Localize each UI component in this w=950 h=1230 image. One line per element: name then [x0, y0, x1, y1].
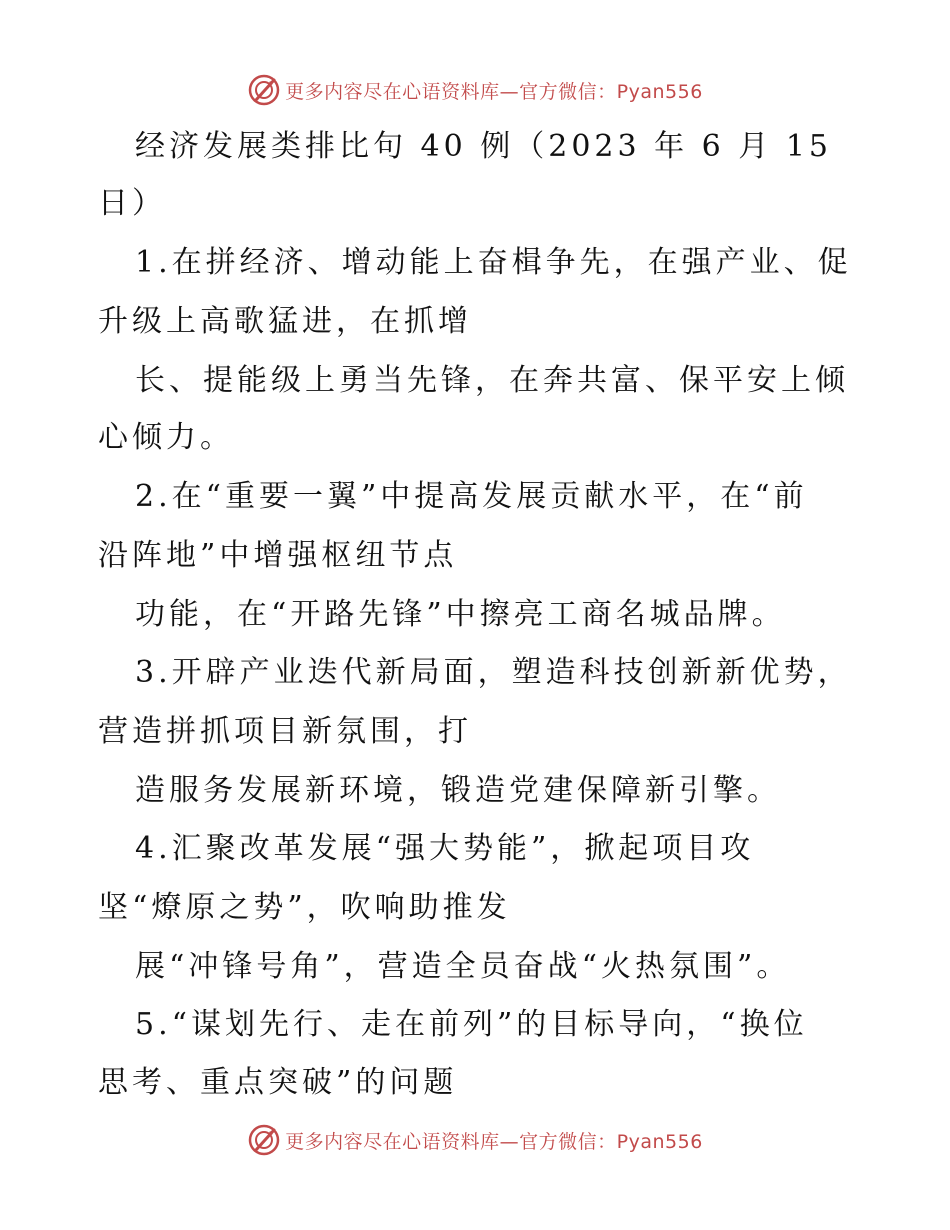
header-watermark — [0, 70, 950, 110]
text-line: 坚“燎原之势”，吹响助推发 — [98, 890, 511, 925]
text-line: 心倾力。 — [98, 420, 234, 455]
brand-logo-icon — [247, 1123, 281, 1157]
text-line: 营造拼抓项目新氛围，打 — [98, 714, 472, 749]
watermark-text: 更多内容尽在心语资料库—官方微信：Pyan556 — [285, 80, 703, 103]
text-line: 造服务发展新环境，锻造党建保障新引擎。 — [135, 773, 781, 808]
text-line: 长、提能级上勇当先锋，在奔共富、保平安上倾 — [135, 363, 849, 398]
text-line: 展“冲锋号角”，营造全员奋战“火热氛围”。 — [135, 949, 791, 984]
watermark-text: 更多内容尽在心语资料库—官方微信：Pyan556 — [285, 1130, 703, 1153]
text-line: 4.汇聚改革发展“强大势能”，掀起项目攻 — [135, 831, 755, 866]
text-line: 沿阵地”中增强枢纽节点 — [98, 538, 458, 573]
text-line: 3.开辟产业迭代新局面，塑造科技创新新优势， — [135, 655, 852, 690]
text-line: 1.在拼经济、增动能上奋楫争先，在强产业、促 — [135, 245, 852, 280]
footer-watermark — [0, 1120, 950, 1160]
text-line: 功能，在“开路先锋”中擦亮工商名城品牌。 — [135, 597, 786, 632]
text-line: 思考、重点突破”的问题 — [98, 1065, 458, 1100]
text-line: 5.“谋划先行、走在前列”的目标导向，“换位 — [135, 1007, 808, 1042]
title-line-2: 日） — [98, 186, 166, 221]
text-line: 升级上高歌猛进，在抓增 — [98, 304, 472, 339]
text-line: 2.在“重要一翼”中提高发展贡献水平，在“前 — [135, 479, 808, 514]
title-line-1: 经济发展类排比句 40 例（2023 年 6 月 15 — [135, 129, 832, 164]
brand-logo-icon — [247, 73, 281, 107]
